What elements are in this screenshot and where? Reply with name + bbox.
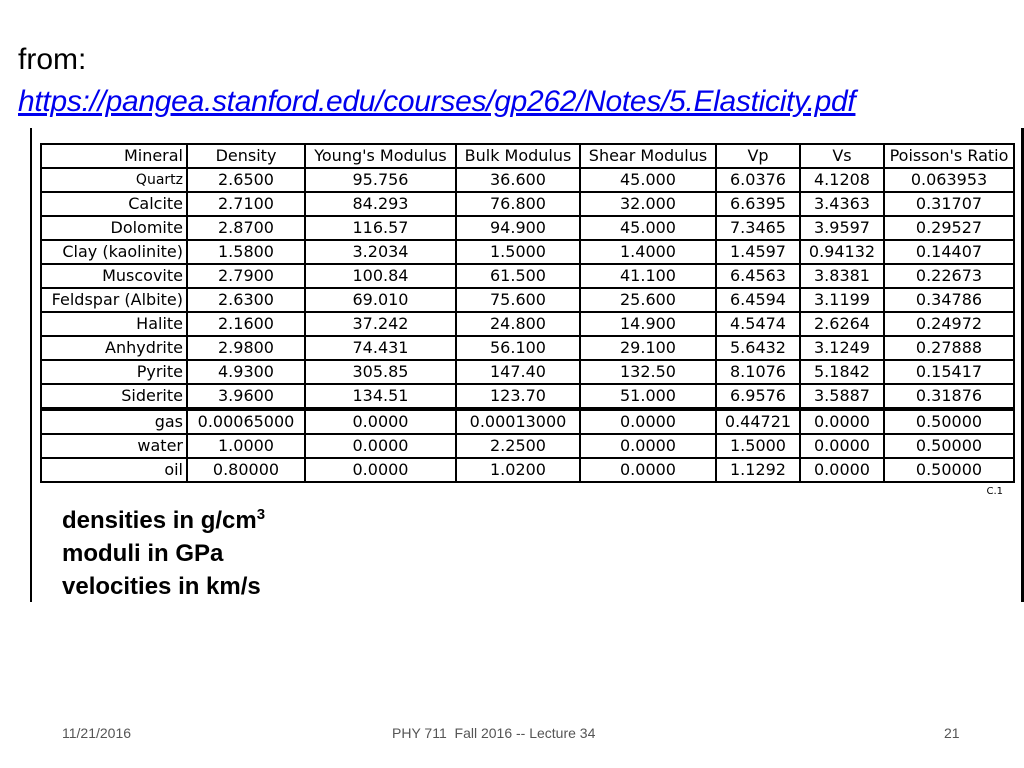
value-cell: 3.1249 <box>800 336 884 360</box>
value-cell: 0.31707 <box>884 192 1014 216</box>
value-cell: 1.5000 <box>456 240 580 264</box>
value-cell: 2.7100 <box>187 192 305 216</box>
value-cell: 2.6500 <box>187 168 305 192</box>
footer-course: PHY 711 Fall 2016 -- Lecture 34 <box>392 725 596 741</box>
value-cell: 0.0000 <box>800 434 884 458</box>
value-cell: 2.6264 <box>800 312 884 336</box>
value-cell: 8.1076 <box>716 360 800 384</box>
value-cell: 4.5474 <box>716 312 800 336</box>
value-cell: 134.51 <box>305 384 456 409</box>
value-cell: 0.50000 <box>884 458 1014 482</box>
value-cell: 0.00013000 <box>456 409 580 434</box>
table-row <box>41 240 1014 264</box>
value-cell: 6.4563 <box>716 264 800 288</box>
value-cell: 0.14407 <box>884 240 1014 264</box>
value-cell: 0.94132 <box>800 240 884 264</box>
mineral-rows <box>41 168 1014 409</box>
value-cell: 75.600 <box>456 288 580 312</box>
column-header: Bulk Modulus <box>456 144 580 168</box>
value-cell: 100.84 <box>305 264 456 288</box>
value-cell: 37.242 <box>305 312 456 336</box>
value-cell: 0.34786 <box>884 288 1014 312</box>
footer-date: 11/21/2016 <box>62 725 132 741</box>
mineral-cell: Pyrite <box>41 360 187 384</box>
value-cell: 123.70 <box>456 384 580 409</box>
value-cell: 0.0000 <box>305 409 456 434</box>
value-cell: 45.000 <box>580 168 716 192</box>
value-cell: 1.0200 <box>456 458 580 482</box>
value-cell: 2.8700 <box>187 216 305 240</box>
value-cell: 0.50000 <box>884 434 1014 458</box>
value-cell: 0.15417 <box>884 360 1014 384</box>
table-row <box>41 458 1014 482</box>
mineral-cell: Calcite <box>41 192 187 216</box>
table-row <box>41 264 1014 288</box>
value-cell: 6.0376 <box>716 168 800 192</box>
mineral-cell: gas <box>41 409 187 434</box>
column-header: Poisson's Ratio <box>884 144 1014 168</box>
value-cell: 1.1292 <box>716 458 800 482</box>
table-row <box>41 312 1014 336</box>
value-cell: 0.80000 <box>187 458 305 482</box>
units-note <box>62 504 265 603</box>
value-cell: 14.900 <box>580 312 716 336</box>
value-cell: 305.85 <box>305 360 456 384</box>
value-cell: 4.9300 <box>187 360 305 384</box>
density-units <box>62 504 265 537</box>
value-cell: 0.0000 <box>580 409 716 434</box>
density-units-text: densities in g/cm <box>62 507 257 534</box>
value-cell: 0.50000 <box>884 409 1014 434</box>
value-cell: 6.6395 <box>716 192 800 216</box>
from-label: from: <box>18 43 87 76</box>
value-cell: 95.756 <box>305 168 456 192</box>
value-cell: 41.100 <box>580 264 716 288</box>
column-header: Shear Modulus <box>580 144 716 168</box>
value-cell: 3.8381 <box>800 264 884 288</box>
value-cell: 24.800 <box>456 312 580 336</box>
value-cell: 3.4363 <box>800 192 884 216</box>
table-row <box>41 216 1014 240</box>
value-cell: 69.010 <box>305 288 456 312</box>
table-row <box>41 384 1014 409</box>
value-cell: 0.0000 <box>305 458 456 482</box>
value-cell: 0.24972 <box>884 312 1014 336</box>
value-cell: 2.6300 <box>187 288 305 312</box>
value-cell: 29.100 <box>580 336 716 360</box>
value-cell: 0.00065000 <box>187 409 305 434</box>
source-link[interactable]: https://pangea.stanford.edu/courses/gp262/Notes/5.Elasticity.pdf <box>18 85 856 118</box>
value-cell: 6.9576 <box>716 384 800 409</box>
value-cell: 0.0000 <box>580 458 716 482</box>
value-cell: 32.000 <box>580 192 716 216</box>
mineral-cell: Muscovite <box>41 264 187 288</box>
value-cell: 116.57 <box>305 216 456 240</box>
column-header: Young's Modulus <box>305 144 456 168</box>
value-cell: 5.6432 <box>716 336 800 360</box>
table-row <box>41 360 1014 384</box>
table-row <box>41 434 1014 458</box>
value-cell: 0.22673 <box>884 264 1014 288</box>
table-header-row <box>41 144 1014 168</box>
value-cell: 25.600 <box>580 288 716 312</box>
value-cell: 132.50 <box>580 360 716 384</box>
column-header: Mineral <box>41 144 187 168</box>
table-row <box>41 168 1014 192</box>
value-cell: 56.100 <box>456 336 580 360</box>
elastic-properties-table <box>40 143 1015 483</box>
value-cell: 147.40 <box>456 360 580 384</box>
value-cell: 3.5887 <box>800 384 884 409</box>
fluid-rows <box>41 409 1014 482</box>
table-row <box>41 409 1014 434</box>
value-cell: 1.4000 <box>580 240 716 264</box>
value-cell: 1.5800 <box>187 240 305 264</box>
moduli-units: moduli in GPa <box>62 540 224 567</box>
column-header: Density <box>187 144 305 168</box>
value-cell: 6.4594 <box>716 288 800 312</box>
column-header: Vp <box>716 144 800 168</box>
value-cell: 3.9597 <box>800 216 884 240</box>
density-units-exponent: 3 <box>256 506 266 523</box>
value-cell: 2.1600 <box>187 312 305 336</box>
value-cell: 5.1842 <box>800 360 884 384</box>
value-cell: 2.2500 <box>456 434 580 458</box>
value-cell: 2.7900 <box>187 264 305 288</box>
value-cell: 1.4597 <box>716 240 800 264</box>
value-cell: 3.9600 <box>187 384 305 409</box>
value-cell: 0.0000 <box>800 409 884 434</box>
mineral-cell: oil <box>41 458 187 482</box>
value-cell: 0.063953 <box>884 168 1014 192</box>
mineral-cell: Anhydrite <box>41 336 187 360</box>
value-cell: 0.0000 <box>580 434 716 458</box>
mineral-cell: Dolomite <box>41 216 187 240</box>
value-cell: 76.800 <box>456 192 580 216</box>
table-figure <box>30 128 1024 602</box>
mineral-cell: Siderite <box>41 384 187 409</box>
value-cell: 2.9800 <box>187 336 305 360</box>
value-cell: 4.1208 <box>800 168 884 192</box>
value-cell: 3.1199 <box>800 288 884 312</box>
value-cell: 51.000 <box>580 384 716 409</box>
table-row <box>41 288 1014 312</box>
value-cell: 0.31876 <box>884 384 1014 409</box>
value-cell: 7.3465 <box>716 216 800 240</box>
value-cell: 0.0000 <box>800 458 884 482</box>
value-cell: 84.293 <box>305 192 456 216</box>
mineral-cell: water <box>41 434 187 458</box>
column-header: Vs <box>800 144 884 168</box>
value-cell: 36.600 <box>456 168 580 192</box>
value-cell: 1.5000 <box>716 434 800 458</box>
table-row <box>41 192 1014 216</box>
value-cell: 61.500 <box>456 264 580 288</box>
mineral-cell: Clay (kaolinite) <box>41 240 187 264</box>
figure-tag: C.1 <box>986 486 1003 497</box>
value-cell: 0.29527 <box>884 216 1014 240</box>
value-cell: 0.0000 <box>305 434 456 458</box>
table-row <box>41 336 1014 360</box>
value-cell: 74.431 <box>305 336 456 360</box>
slide-number: 21 <box>944 725 960 741</box>
mineral-cell: Halite <box>41 312 187 336</box>
mineral-cell: Feldspar (Albite) <box>41 288 187 312</box>
velocity-units: velocities in km/s <box>62 573 261 600</box>
value-cell: 94.900 <box>456 216 580 240</box>
value-cell: 0.27888 <box>884 336 1014 360</box>
value-cell: 3.2034 <box>305 240 456 264</box>
mineral-cell: Quartz <box>41 168 187 192</box>
value-cell: 45.000 <box>580 216 716 240</box>
value-cell: 1.0000 <box>187 434 305 458</box>
value-cell: 0.44721 <box>716 409 800 434</box>
